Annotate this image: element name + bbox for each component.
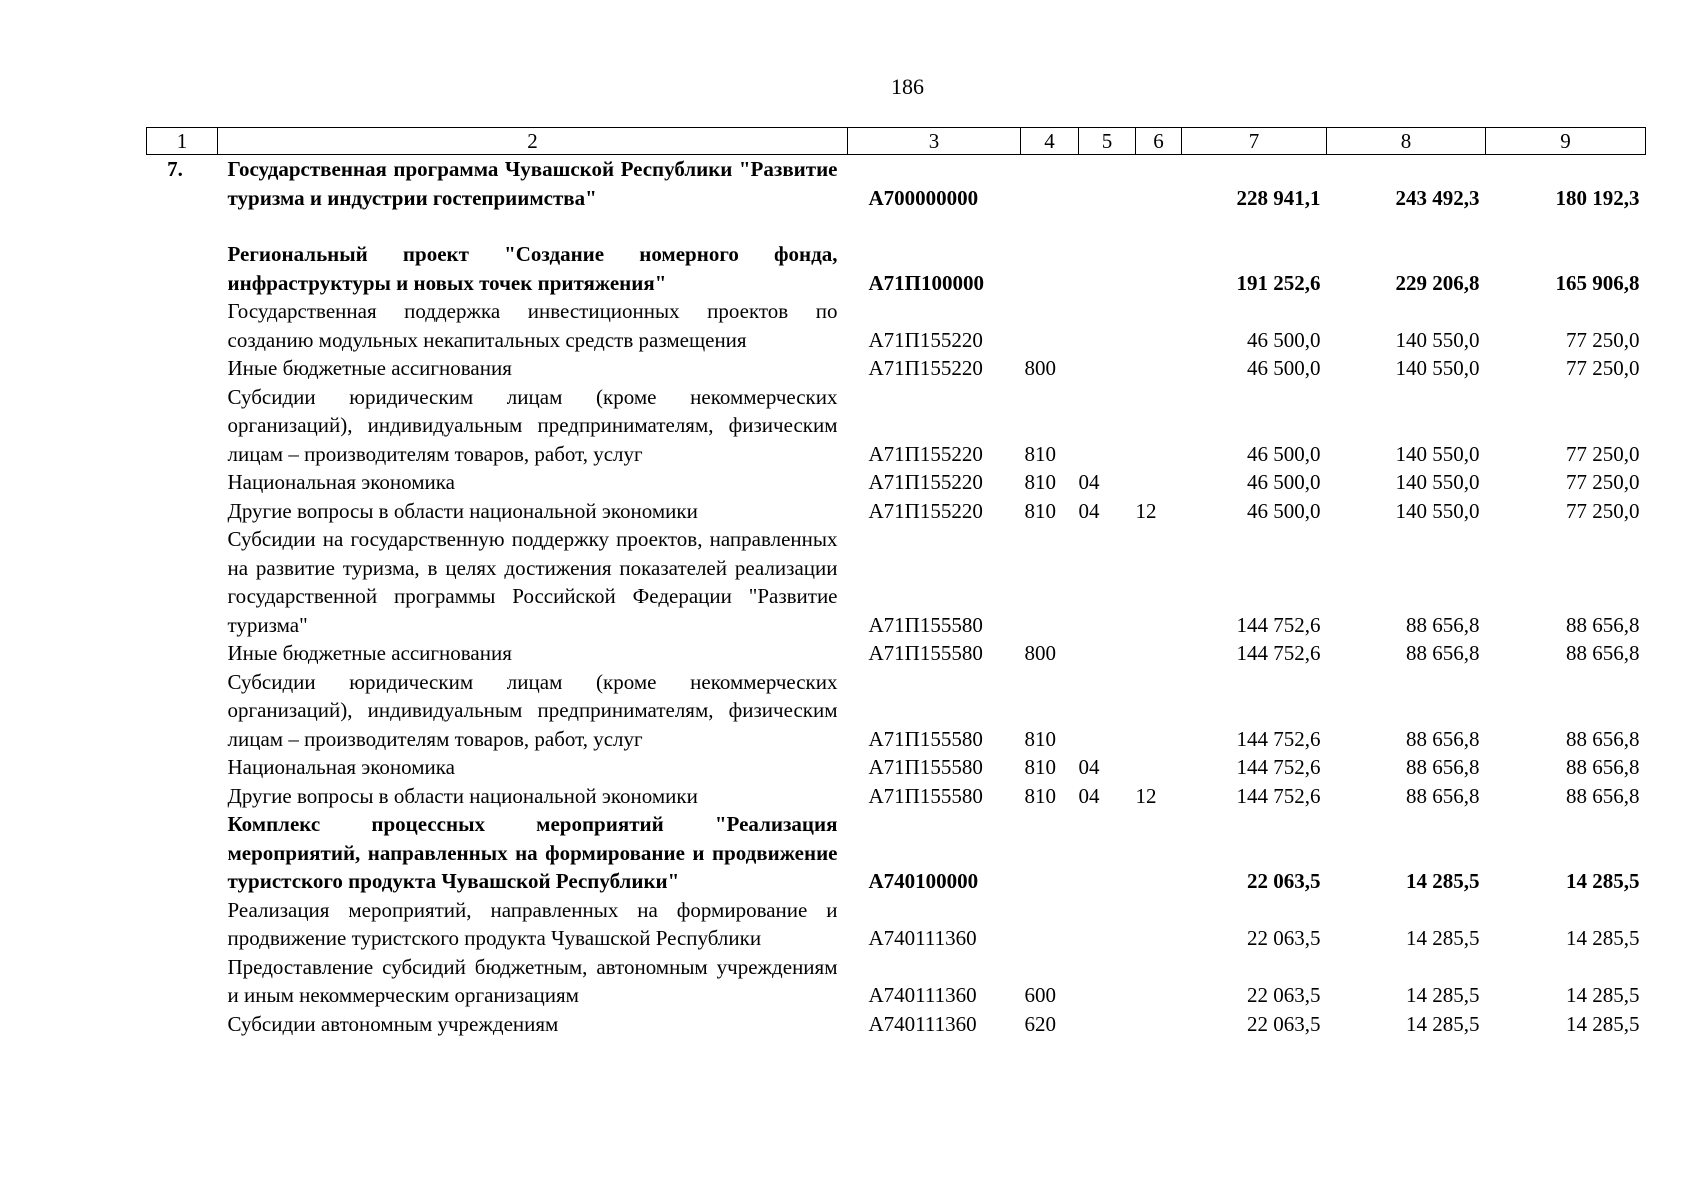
spacer-row: [147, 212, 1646, 240]
row-code: А71П155580: [868, 726, 983, 751]
row-value-col8: 88 656,8: [1406, 755, 1480, 779]
row-value-col7: 22 063,5: [1247, 1011, 1321, 1036]
row-section: [1079, 1010, 1136, 1039]
table-row: [147, 525, 1646, 639]
row-value-col8: 88 656,8: [1406, 726, 1480, 751]
table-row: [147, 668, 1646, 754]
table-row: [147, 297, 1646, 354]
row-section: 04: [1078, 755, 1100, 779]
table-row: [147, 383, 1646, 469]
row-code: А740100000: [868, 869, 979, 893]
row-section: [1079, 525, 1136, 639]
row-subsection: [1136, 240, 1182, 297]
row-expense-type: [1021, 896, 1079, 953]
row-code: А71П155220: [868, 441, 983, 466]
table-row: [147, 240, 1646, 297]
row-name: Иные бюджетные ассигнования: [227, 356, 512, 380]
row-value-col7: 22 063,5: [1247, 983, 1321, 1007]
row-index: [147, 297, 218, 354]
row-name: Национальная экономика: [227, 470, 455, 494]
row-index: [147, 383, 218, 469]
row-name: Государственная поддержка инвестиционных проектов по созданию модульных некапитальных средств размещения: [227, 299, 838, 352]
row-expense-type: 800: [1024, 356, 1056, 380]
row-index: [147, 782, 218, 811]
row-value-col9: 88 656,8: [1566, 612, 1640, 637]
row-value-col9: 77 250,0: [1566, 356, 1640, 380]
table-row: [147, 639, 1646, 668]
budget-table: [146, 127, 1646, 1038]
row-subsection: 12: [1135, 498, 1157, 523]
row-subsection: [1136, 896, 1182, 953]
row-value-col9: 77 250,0: [1566, 327, 1640, 352]
column-header-1: 1: [147, 128, 218, 155]
row-value-col7: 46 500,0: [1247, 470, 1321, 494]
table-row: [147, 953, 1646, 1010]
row-value-col9: 14 285,5: [1566, 983, 1640, 1007]
row-index: [147, 668, 218, 754]
row-section: 04: [1078, 498, 1100, 523]
row-value-col7: 144 752,6: [1236, 783, 1321, 808]
page-number: 186: [891, 74, 924, 99]
row-value-col7: 191 252,6: [1236, 270, 1321, 295]
row-section: 04: [1078, 783, 1100, 808]
row-expense-type: 810: [1024, 726, 1056, 751]
row-name: Государственная программа Чувашской Республики "Развитие туризма и индустрии гостеприимства": [227, 157, 838, 210]
row-value-col8: 88 656,8: [1406, 783, 1480, 808]
row-name: Национальная экономика: [227, 755, 455, 779]
row-expense-type: [1021, 810, 1079, 896]
row-value-col7: 228 941,1: [1236, 185, 1321, 210]
row-value-col7: 144 752,6: [1236, 641, 1321, 665]
table-row: [147, 497, 1646, 526]
table-header-row: [147, 128, 1646, 155]
row-index: [147, 953, 218, 1010]
row-code: А71П100000: [868, 270, 984, 295]
row-value-col8: 14 285,5: [1406, 983, 1480, 1007]
row-index: [147, 753, 218, 782]
row-index: 7.: [167, 157, 183, 181]
row-index: [147, 497, 218, 526]
row-subsection: [1136, 1010, 1182, 1039]
row-name: Другие вопросы в области национальной экономики: [227, 498, 698, 523]
row-code: А71П155220: [868, 327, 983, 352]
row-expense-type: [1021, 297, 1079, 354]
row-value-col8: 229 206,8: [1395, 270, 1480, 295]
table-row: [147, 896, 1646, 953]
table-row: [147, 468, 1646, 497]
column-header-4: 4: [1021, 128, 1079, 155]
row-expense-type: 810: [1024, 470, 1056, 494]
table-row: [147, 782, 1646, 811]
row-value-col8: 140 550,0: [1395, 356, 1480, 380]
column-header-5: 5: [1079, 128, 1136, 155]
row-section: [1079, 953, 1136, 1010]
row-subsection: [1136, 468, 1182, 497]
row-index: [147, 639, 218, 668]
row-section: [1079, 383, 1136, 469]
row-expense-type: [1021, 155, 1079, 213]
row-code: А740111360: [868, 1011, 977, 1036]
column-header-3: 3: [848, 128, 1021, 155]
row-subsection: [1136, 953, 1182, 1010]
table-row: [147, 354, 1646, 383]
row-name: Субсидии юридическим лицам (кроме некоммерческих организаций), индивидуальным предпринимателям, физическим лицам – производителям товаров, работ, услуг: [227, 384, 838, 466]
row-value-col9: 165 906,8: [1555, 270, 1640, 295]
table-row: [147, 155, 1646, 213]
row-name: Субсидии на государственную поддержку проектов, направленных на развитие туризма, в целях достижения показателей реализации государственной программы Российской Федерации "Развитие туризма": [227, 527, 838, 637]
row-value-col9: 77 250,0: [1566, 441, 1640, 466]
row-section: [1079, 354, 1136, 383]
row-index: [147, 240, 218, 297]
row-value-col8: 140 550,0: [1395, 441, 1480, 466]
row-value-col9: 77 250,0: [1566, 470, 1640, 494]
row-code: А71П155220: [868, 498, 983, 523]
row-index: [147, 1010, 218, 1039]
row-code: А700000000: [868, 185, 979, 210]
row-expense-type: [1021, 525, 1079, 639]
row-name: Иные бюджетные ассигнования: [227, 641, 512, 665]
row-subsection: [1136, 155, 1182, 213]
row-value-col9: 88 656,8: [1566, 783, 1640, 808]
row-name: Реализация мероприятий, направленных на формирование и продвижение туристского продукта Чувашской Республики: [227, 897, 838, 950]
row-subsection: [1136, 810, 1182, 896]
row-value-col8: 14 285,5: [1406, 1011, 1480, 1036]
column-header-7: 7: [1182, 128, 1327, 155]
table-row: [147, 810, 1646, 896]
row-name: Региональный проект "Создание номерного фонда, инфраструктуры и новых точек притяжения": [227, 242, 838, 295]
row-code: А71П155580: [868, 612, 983, 637]
row-value-col9: 77 250,0: [1566, 498, 1640, 523]
row-index: [147, 810, 218, 896]
spacer-cell: [147, 212, 1646, 240]
row-value-col7: 144 752,6: [1236, 755, 1321, 779]
table-body: [147, 155, 1646, 1039]
row-value-col7: 144 752,6: [1236, 726, 1321, 751]
row-value-col8: 88 656,8: [1406, 612, 1480, 637]
row-value-col8: 14 285,5: [1406, 926, 1480, 950]
row-value-col8: 140 550,0: [1395, 470, 1480, 494]
row-expense-type: 810: [1024, 498, 1056, 523]
row-code: А71П155220: [868, 470, 983, 494]
row-subsection: [1136, 525, 1182, 639]
row-index: [147, 896, 218, 953]
row-section: [1079, 155, 1136, 213]
row-value-col7: 144 752,6: [1236, 612, 1321, 637]
row-code: А71П155580: [868, 641, 983, 665]
row-value-col9: 14 285,5: [1566, 1011, 1640, 1036]
row-subsection: [1136, 354, 1182, 383]
column-header-8: 8: [1327, 128, 1486, 155]
row-section: [1079, 896, 1136, 953]
table-row: [147, 1010, 1646, 1039]
row-expense-type: [1021, 240, 1079, 297]
column-header-6: 6: [1136, 128, 1182, 155]
row-name: Субсидии автономным учреждениям: [227, 1011, 559, 1036]
row-subsection: [1136, 668, 1182, 754]
row-value-col9: 88 656,8: [1566, 726, 1640, 751]
row-name: Предоставление субсидий бюджетным, автономным учреждениям и иным некоммерческим организациям: [227, 954, 838, 1007]
row-value-col8: 243 492,3: [1395, 185, 1480, 210]
row-value-col8: 88 656,8: [1406, 641, 1480, 665]
row-value-col9: 14 285,5: [1566, 869, 1640, 893]
row-value-col8: 140 550,0: [1395, 498, 1480, 523]
row-index: [147, 354, 218, 383]
row-index: [147, 468, 218, 497]
row-expense-type: 620: [1024, 1011, 1056, 1036]
row-section: [1079, 668, 1136, 754]
row-subsection: [1136, 297, 1182, 354]
row-value-col9: 88 656,8: [1566, 641, 1640, 665]
row-index: [147, 525, 218, 639]
row-section: 04: [1078, 470, 1100, 494]
row-name: Комплекс процессных мероприятий "Реализация мероприятий, направленных на формирование и продвижение туристского продукта Чувашской Республики": [227, 812, 838, 893]
row-name: Субсидии юридическим лицам (кроме некоммерческих организаций), индивидуальным предпринимателям, физическим лицам – производителям товаров, работ, услуг: [227, 669, 838, 751]
row-code: А740111360: [868, 983, 977, 1007]
row-subsection: [1136, 753, 1182, 782]
row-subsection: 12: [1135, 783, 1157, 808]
row-expense-type: 600: [1024, 983, 1056, 1007]
row-value-col7: 46 500,0: [1247, 498, 1321, 523]
row-code: А740111360: [868, 926, 977, 950]
row-value-col9: 14 285,5: [1566, 926, 1640, 950]
row-value-col7: 22 063,5: [1247, 926, 1321, 950]
row-value-col8: 140 550,0: [1395, 327, 1480, 352]
row-section: [1079, 810, 1136, 896]
column-header-9: 9: [1486, 128, 1646, 155]
row-subsection: [1136, 639, 1182, 668]
row-value-col7: 22 063,5: [1247, 869, 1321, 893]
row-expense-type: 810: [1024, 441, 1056, 466]
column-header-2: 2: [218, 128, 848, 155]
row-code: А71П155220: [868, 356, 983, 380]
row-expense-type: 800: [1024, 641, 1056, 665]
row-subsection: [1136, 383, 1182, 469]
row-code: А71П155580: [868, 783, 983, 808]
row-section: [1079, 639, 1136, 668]
row-section: [1079, 240, 1136, 297]
row-section: [1079, 297, 1136, 354]
row-value-col9: 88 656,8: [1566, 755, 1640, 779]
row-value-col9: 180 192,3: [1555, 185, 1640, 210]
row-value-col8: 14 285,5: [1406, 869, 1480, 893]
row-expense-type: 810: [1024, 755, 1056, 779]
row-value-col7: 46 500,0: [1247, 441, 1321, 466]
row-value-col7: 46 500,0: [1247, 327, 1321, 352]
row-value-col7: 46 500,0: [1247, 356, 1321, 380]
table-row: [147, 753, 1646, 782]
row-name: Другие вопросы в области национальной экономики: [227, 783, 698, 808]
row-code: А71П155580: [868, 755, 983, 779]
row-expense-type: 810: [1024, 783, 1056, 808]
